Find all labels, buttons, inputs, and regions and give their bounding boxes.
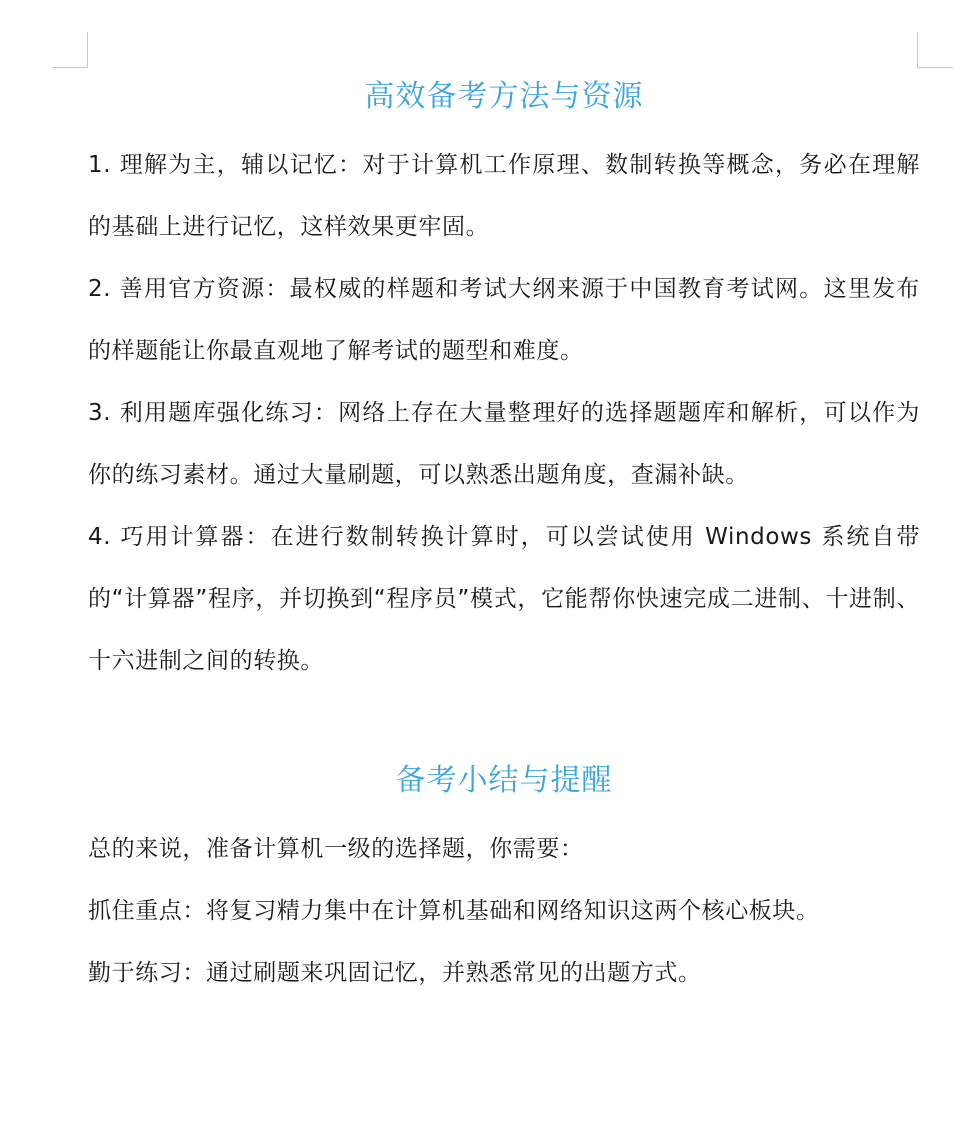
section-heading-summary: 备考小结与提醒 [395, 763, 613, 798]
page-corner-mark-top-left [52, 32, 88, 68]
summary-point-1: 抓住重点：将复习精力集中在计算机基础和网络知识这两个核心板块。 [88, 898, 820, 924]
method-item-1: 1. 理解为主，辅以记忆：对于计算机工作原理、数制转换等概念，务必在理解的基础上进行记忆，这样效果更牢固。 [88, 152, 920, 240]
method-item-3: 3. 利用题库强化练习：网络上存在大量整理好的选择题题库和解析，可以作为你的练习素材。通过大量刷题，可以熟悉出题角度，查漏补缺。 [88, 400, 920, 488]
method-item-2: 2. 善用官方资源：最权威的样题和考试大纲来源于中国教育考试网。这里发布的样题能让你最直观地了解考试的题型和难度。 [88, 276, 920, 364]
page-corner-mark-top-right [917, 32, 953, 68]
section-heading-methods: 高效备考方法与资源 [364, 79, 644, 114]
method-item-4: 4. 巧用计算器：在进行数制转换计算时，可以尝试使用 Windows 系统自带的“计算器”程序，并切换到“程序员”模式，它能帮你快速完成二进制、十进制、十六进制之间的转换。 [88, 524, 920, 674]
summary-intro: 总的来说，准备计算机一级的选择题，你需要： [88, 836, 584, 862]
summary-section [88, 754, 920, 1004]
summary-point-2: 勤于练习：通过刷题来巩固记忆，并熟悉常见的出题方式。 [88, 960, 702, 986]
document-page [88, 70, 920, 1004]
